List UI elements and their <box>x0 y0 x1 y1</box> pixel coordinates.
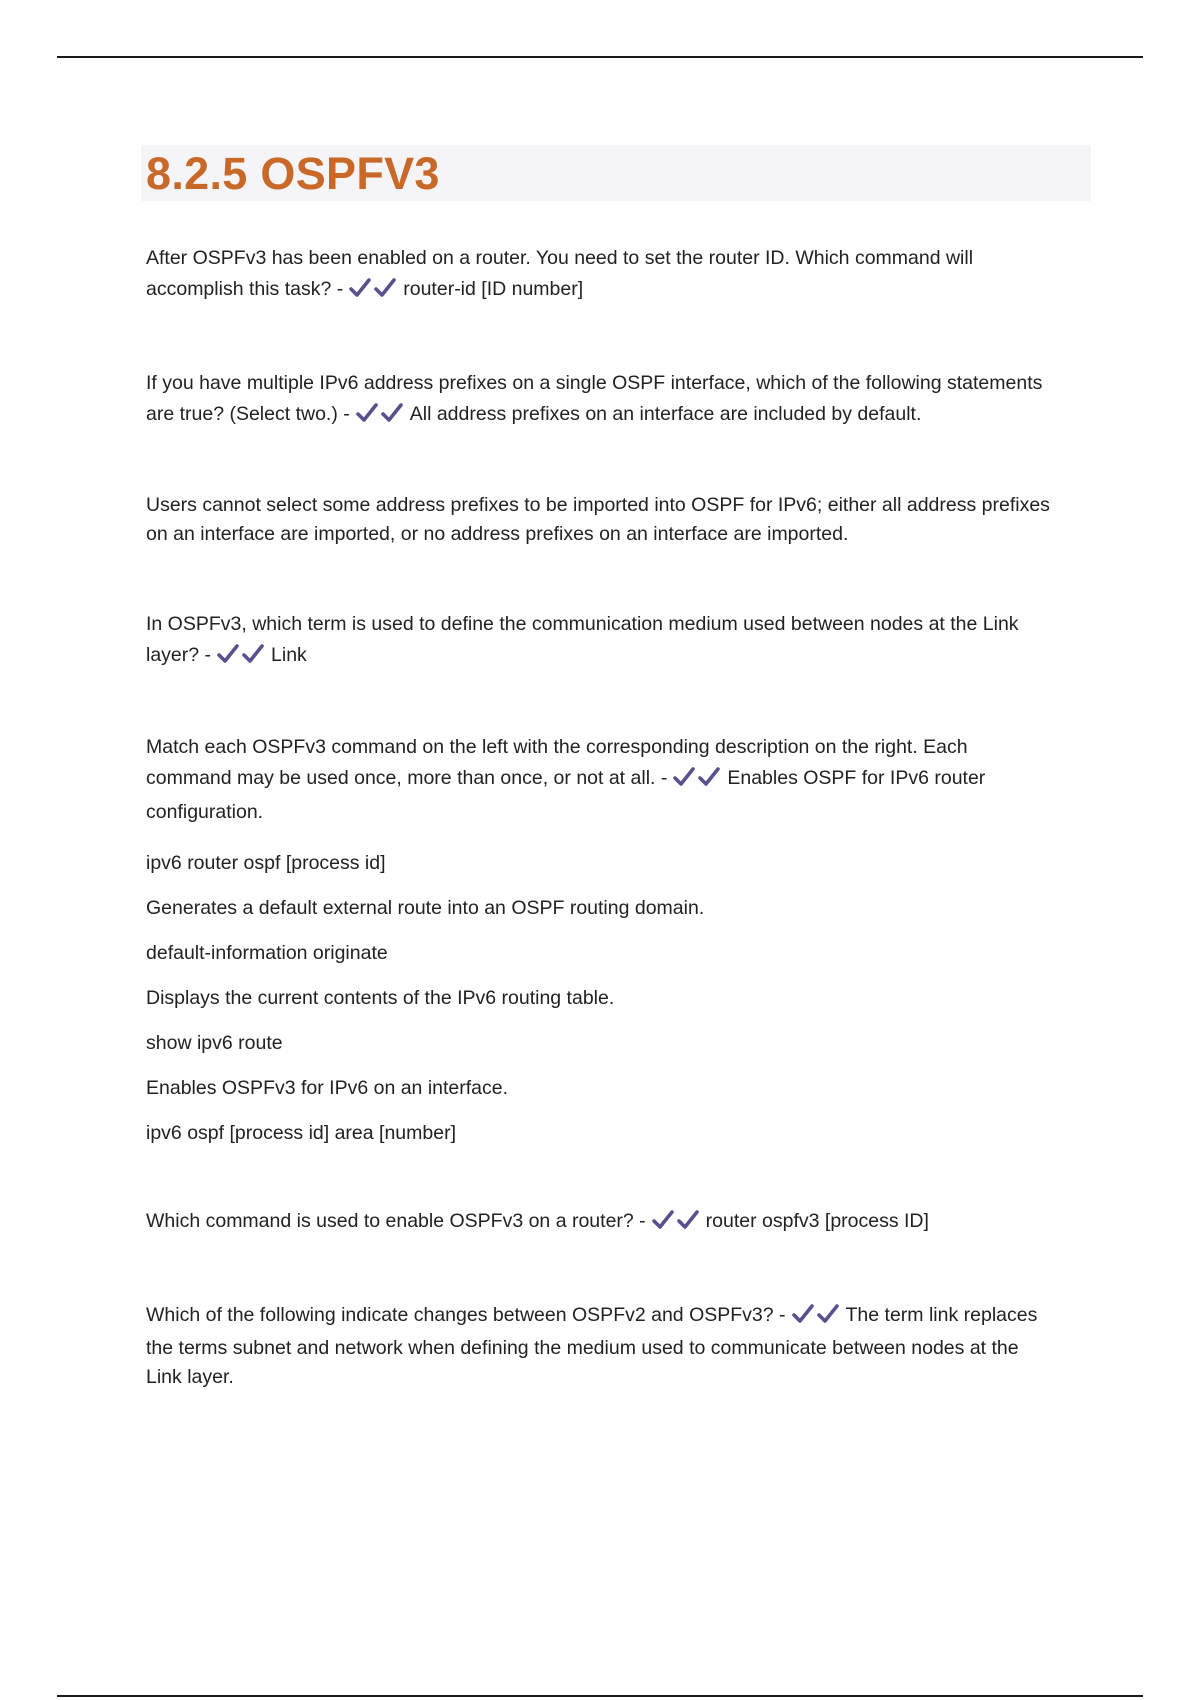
qa-item-1 <box>146 243 1096 308</box>
qa-item-4 <box>146 609 1096 674</box>
match-line: Displays the current contents of the IPv6 routing table. <box>146 987 615 1009</box>
answer-text-cont: configuration. <box>146 801 264 823</box>
answer-text: The term link replaces <box>845 1304 1038 1326</box>
double-check-icon <box>349 277 399 308</box>
double-check-icon <box>792 1303 842 1334</box>
question-answer-line <box>146 399 1096 433</box>
match-line: Enables OSPFv3 for IPv6 on an interface. <box>146 1077 509 1099</box>
match-line: Generates a default external route into an OSPF routing domain. <box>146 897 705 919</box>
question-answer-line <box>146 640 1096 674</box>
match-line: default-information originate <box>146 942 388 964</box>
answer-text-cont: Link layer. <box>146 1366 234 1388</box>
bottom-rule <box>57 1695 1143 1697</box>
qa-item-5 <box>146 732 1096 1156</box>
paragraph-line: on an interface are imported, or no address prefixes on an interface are imported. <box>146 523 849 545</box>
double-check-icon <box>217 643 267 674</box>
match-line: ipv6 router ospf [process id] <box>146 852 386 874</box>
question-text-cont: are true? (Select two.) - <box>146 403 350 425</box>
question-answer-line <box>146 1300 1096 1334</box>
qa-item-7 <box>146 1300 1096 1392</box>
qa-item-6 <box>146 1206 1096 1240</box>
question-text: Which of the following indicate changes between OSPFv2 and OSPFv3? - <box>146 1304 786 1326</box>
double-check-icon <box>673 766 723 797</box>
answer-text: router ospfv3 [process ID] <box>705 1210 929 1232</box>
question-text: In OSPFv3, which term is used to define the communication medium used between nodes at the Link <box>146 613 1019 635</box>
answer-text-cont: the terms subnet and network when defining the medium used to communicate between nodes at the <box>146 1337 1019 1359</box>
answer-text: router-id [ID number] <box>403 278 584 300</box>
match-question <box>146 732 1096 828</box>
paragraph-line: Users cannot select some address prefixes to be imported into OSPF for IPv6; either all address prefixes <box>146 494 1050 516</box>
match-line: show ipv6 route <box>146 1032 283 1054</box>
question-text: Match each OSPFv3 command on the left with the corresponding description on the right. Each <box>146 736 968 758</box>
match-pairs <box>146 841 1096 1156</box>
answer-text: Enables OSPF for IPv6 router <box>727 767 986 789</box>
question-text: After OSPFv3 has been enabled on a router. You need to set the router ID. Which command will <box>146 247 974 269</box>
qa-content <box>146 243 1096 1392</box>
question-answer-line <box>146 274 1096 308</box>
match-line: ipv6 ospf [process id] area [number] <box>146 1122 456 1144</box>
question-text-cont: command may be used once, more than once, or not at all. - <box>146 767 668 789</box>
question-text-cont: layer? - <box>146 644 212 666</box>
question-answer-line <box>146 1206 1096 1240</box>
page-title: 8.2.5 OSPFV3 <box>146 148 440 199</box>
answer-text: All address prefixes on an interface are included by default. <box>409 403 922 425</box>
double-check-icon <box>652 1209 702 1240</box>
question-text: If you have multiple IPv6 address prefixes on a single OSPF interface, which of the following statements <box>146 372 1043 394</box>
qa-item-3 <box>146 491 1096 549</box>
double-check-icon <box>356 402 406 433</box>
question-text-cont: accomplish this task? - <box>146 278 344 300</box>
qa-item-2 <box>146 368 1096 433</box>
top-rule <box>57 56 1143 58</box>
question-answer-line <box>146 763 1096 797</box>
question-text: Which command is used to enable OSPFv3 on a router? - <box>146 1210 646 1232</box>
answer-text: Link <box>271 644 307 666</box>
